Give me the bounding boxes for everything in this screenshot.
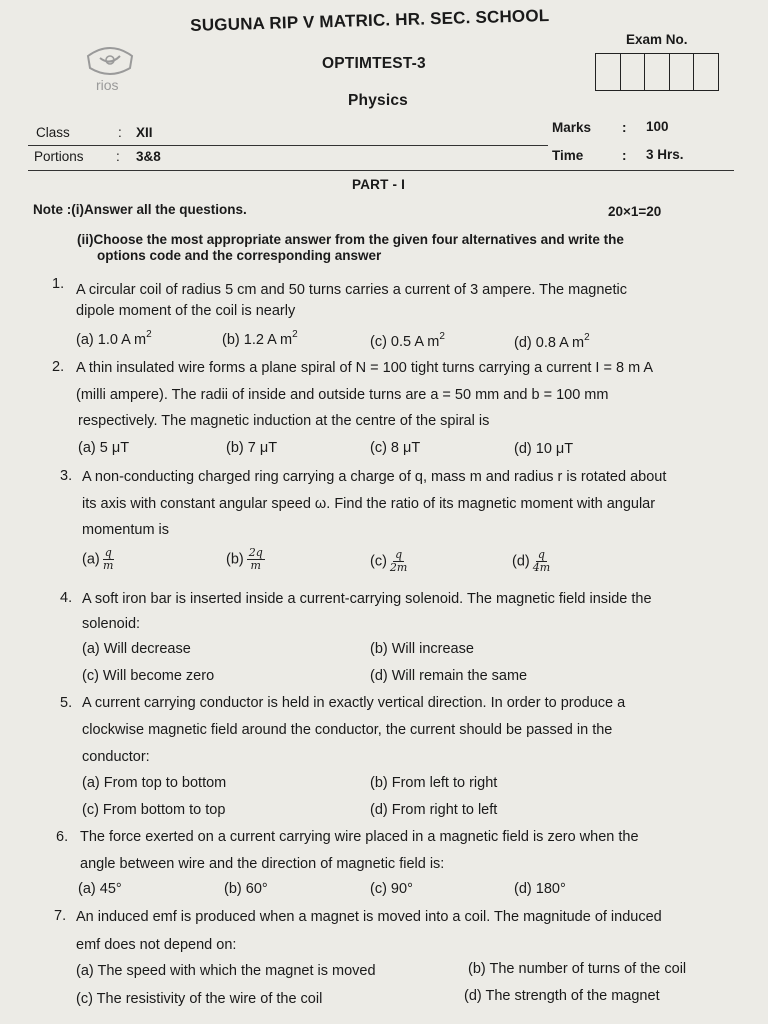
part-title: PART - I — [352, 177, 406, 192]
exam-no-box[interactable] — [645, 54, 670, 90]
class-label: Class — [36, 125, 70, 140]
question-line: clockwise magnetic field around the conductor, the current should be passed in the — [82, 722, 613, 738]
superscript: 2 — [584, 332, 590, 343]
note-line-3: options code and the corresponding answer — [97, 248, 382, 263]
question-line: solenoid: — [82, 616, 141, 632]
time-label: Time — [552, 148, 584, 163]
numerator: q — [104, 546, 112, 559]
option-a: (a) From top to bottom — [82, 775, 227, 791]
option-b — [222, 329, 298, 348]
question-number: 4. — [60, 590, 73, 606]
exam-no-box[interactable] — [694, 54, 718, 90]
superscript: 2 — [439, 331, 445, 342]
question-line: emf does not depend on: — [76, 937, 237, 953]
exam-no-box[interactable] — [596, 54, 621, 90]
numerator: q — [537, 548, 545, 561]
question-number: 7. — [54, 908, 67, 924]
numerator: q — [395, 548, 403, 561]
time-value: 3 Hrs. — [646, 147, 684, 162]
option-d: (d) From right to left — [370, 802, 498, 818]
option-c: (c) The resistivity of the wire of the coil — [76, 991, 323, 1007]
option-b: (b) Will increase — [370, 641, 474, 657]
question-line: its axis with constant angular speed ω. Find the ratio of its magnetic moment with angular — [82, 496, 656, 512]
option-d — [514, 332, 590, 351]
fraction — [533, 549, 550, 574]
class-value: XII — [136, 125, 153, 140]
option-label: (a) — [82, 551, 100, 568]
question-number: 1. — [52, 276, 65, 292]
option-c: (c) From bottom to top — [82, 802, 226, 818]
fraction — [247, 547, 265, 572]
exam-no-box[interactable] — [621, 54, 646, 90]
question-line: The force exerted on a current carrying wire placed in a magnetic field is zero when the — [80, 829, 639, 845]
denominator: 2m — [389, 561, 408, 574]
question-line: (milli ampere). The radii of inside and outside turns are a = 50 mm and b = 100 mm — [76, 387, 609, 403]
option-d — [512, 549, 550, 574]
question-line: conductor: — [82, 749, 150, 765]
marks-value: 100 — [646, 119, 669, 134]
question-number: 5. — [60, 695, 73, 711]
note-line-2: (ii)Choose the most appropriate answer from the given four alternatives and write the — [77, 232, 624, 247]
divider — [28, 170, 734, 171]
option-label: (d) — [512, 553, 530, 570]
question-line: A thin insulated wire forms a plane spiral of N = 100 tight turns carrying a current I = 8 m A — [76, 360, 654, 376]
denominator: m — [250, 559, 261, 572]
option-c: (c) Will become zero — [82, 668, 215, 684]
option-label: (b) — [226, 551, 244, 568]
option-a: (a) Will decrease — [82, 641, 191, 657]
question-line: A circular coil of radius 5 cm and 50 turns carries a current of 3 ampere. The magnetic — [76, 282, 627, 298]
option-c — [370, 549, 407, 574]
marks-colon: : — [622, 120, 627, 135]
option-b: (b) 7 μT — [226, 440, 278, 456]
option-text: (b) 1.2 A m — [222, 332, 293, 348]
marks-label: Marks — [552, 120, 592, 135]
superscript: 2 — [292, 329, 298, 340]
portions-value: 3&8 — [136, 149, 161, 164]
time-colon: : — [622, 148, 627, 163]
fraction — [390, 549, 407, 574]
option-b: (b) The number of turns of the coil — [468, 961, 687, 977]
option-d: (d) The strength of the magnet — [464, 988, 660, 1004]
option-a — [76, 329, 152, 348]
divider — [28, 145, 548, 146]
superscript: 2 — [146, 329, 152, 340]
option-text: (d) 0.8 A m — [514, 335, 585, 351]
denominator: 4m — [532, 561, 551, 574]
denominator: m — [103, 559, 114, 572]
question-line: momentum is — [82, 522, 170, 538]
option-label: (c) — [370, 553, 387, 570]
question-number: 6. — [56, 829, 69, 845]
question-line: angle between wire and the direction of magnetic field is: — [80, 856, 445, 872]
question-line: A non-conducting charged ring carrying a charge of q, mass m and radius r is rotated about — [82, 469, 667, 485]
exam-no-label: Exam No. — [626, 32, 688, 47]
option-b: (b) 60° — [224, 881, 268, 897]
option-c: (c) 8 μT — [370, 440, 421, 456]
logo-text: rios — [96, 77, 119, 93]
question-line: respectively. The magnetic induction at the centre of the spiral is — [78, 413, 490, 429]
option-d: (d) Will remain the same — [370, 668, 528, 684]
question-line: An induced emf is produced when a magnet is moved into a coil. The magnitude of induced — [76, 909, 662, 925]
option-a: (a) 5 μT — [78, 440, 130, 456]
question-line: A soft iron bar is inserted inside a current-carrying solenoid. The magnetic field inside the — [82, 591, 652, 607]
school-logo — [80, 38, 140, 96]
option-d: (d) 180° — [514, 881, 566, 897]
option-a: (a) 45° — [78, 881, 122, 897]
school-name: SUGUNA RIP V MATRIC. HR. SEC. SCHOOL — [190, 5, 550, 35]
option-text: (a) 1.0 A m — [76, 332, 147, 348]
option-text: (c) 0.5 A m — [370, 334, 440, 350]
option-b — [226, 547, 265, 572]
option-b: (b) From left to right — [370, 775, 498, 791]
note-line-1: Note :(i)Answer all the questions. — [33, 202, 247, 217]
numerator: 2q — [248, 546, 263, 559]
option-d: (d) 10 μT — [514, 441, 574, 457]
option-c: (c) 90° — [370, 881, 413, 897]
option-a: (a) The speed with which the magnet is moved — [76, 963, 376, 979]
subject-name: Physics — [348, 92, 408, 109]
question-line: dipole moment of the coil is nearly — [76, 303, 296, 319]
fraction — [103, 547, 114, 572]
question-number: 3. — [60, 468, 73, 484]
portions-colon: : — [116, 149, 120, 164]
note-score: 20×1=20 — [608, 204, 662, 219]
test-name: OPTIMTEST-3 — [322, 55, 426, 72]
exam-no-boxes[interactable] — [595, 53, 719, 91]
question-number: 2. — [52, 359, 65, 375]
portions-label: Portions — [34, 149, 84, 164]
exam-no-box[interactable] — [670, 54, 695, 90]
question-line: A current carrying conductor is held in exactly vertical direction. In order to produce a — [82, 695, 626, 711]
option-c — [370, 331, 445, 350]
option-a — [82, 547, 114, 572]
class-colon: : — [118, 125, 122, 140]
